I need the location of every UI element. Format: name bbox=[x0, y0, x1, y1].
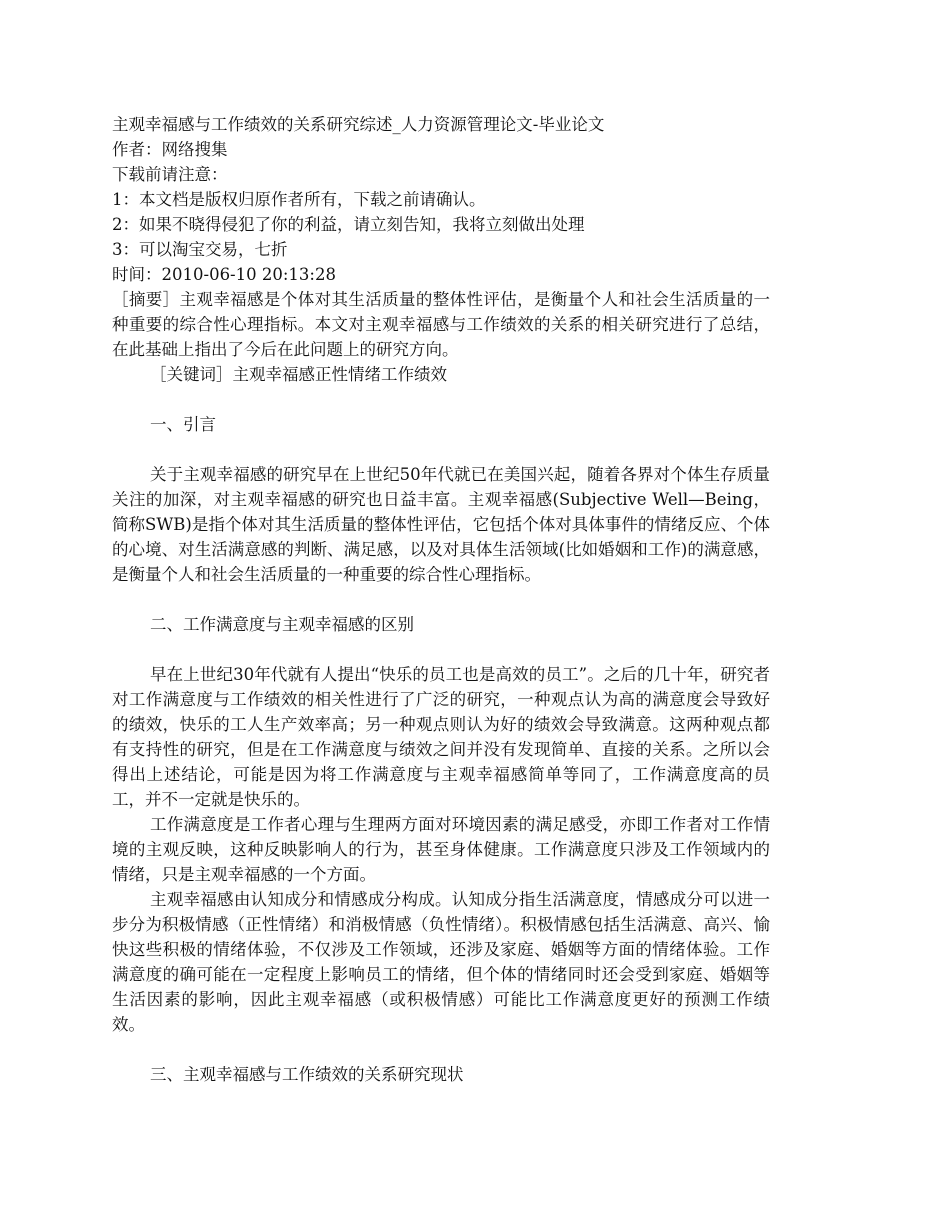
timestamp: 时间：2010-06-10 20:13:28 bbox=[112, 265, 336, 284]
notice-item: 3：可以淘宝交易，七折 bbox=[112, 240, 288, 259]
section-heading: 三、主观幸福感与工作绩效的关系研究现状 bbox=[150, 1065, 464, 1084]
spacer bbox=[112, 1037, 770, 1062]
body-paragraph: 关于主观幸福感的研究早在上世纪50年代就已在美国兴起，随着各界对个体生存质量关注的加深，对主观幸福感的研究也日益丰富。主观幸福感(Subjective Well—Being，简称SWB)是指个体对其生活质量的整体性评估，它包括个体对具体事件的情绪反应、个体的心境、对生活满意感的判断、满足感，以及对具体生活领域(比如婚姻和工作)的满意感，是衡量个人和社会生活质量的一种重要的综合性心理指标。 bbox=[112, 465, 770, 584]
keywords-line: ［关键词］主观幸福感正性情绪工作绩效 bbox=[150, 365, 447, 384]
author-line: 作者：网络搜集 bbox=[112, 140, 228, 159]
notice-heading: 下载前请注意： bbox=[112, 165, 228, 184]
abstract-paragraph: ［摘要］主观幸福感是个体对其生活质量的整体性评估，是衡量个人和社会生活质量的一种重要的综合性心理指标。本文对主观幸福感与工作绩效的关系的相关研究进行了总结，在此基础上指出了今后在此问题上的研究方向。 bbox=[112, 290, 770, 359]
spacer bbox=[112, 587, 770, 612]
document-title: 主观幸福感与工作绩效的关系研究综述_人力资源管理论文-毕业论文 bbox=[112, 115, 605, 134]
notice-item: 2：如果不晓得侵犯了你的利益，请立刻告知，我将立刻做出处理 bbox=[112, 215, 585, 234]
spacer bbox=[112, 637, 770, 662]
notice-item: 1：本文档是版权归原作者所有，下载之前请确认。 bbox=[112, 190, 486, 209]
body-paragraph: 早在上世纪30年代就有人提出“快乐的员工也是高效的员工”。之后的几十年，研究者对工作满意度与工作绩效的相关性进行了广泛的研究，一种观点认为高的满意度会导致好的绩效，快乐的工人生产效率高；另一种观点则认为好的绩效会导致满意。这两种观点都有支持性的研究，但是在工作满意度与绩效之间并没有发现简单、直接的关系。之所以会得出上述结论，可能是因为将工作满意度与主观幸福感简单等同了，工作满意度高的员工，并不一定就是快乐的。 bbox=[112, 665, 770, 809]
section-heading: 一、引言 bbox=[150, 415, 216, 434]
body-paragraph: 工作满意度是工作者心理与生理两方面对环境因素的满足感受，亦即工作者对工作情境的主观反映，这种反映影响人的行为，甚至身体健康。工作满意度只涉及工作领域内的情绪，只是主观幸福感的一个方面。 bbox=[112, 815, 770, 884]
body-paragraph: 主观幸福感由认知成分和情感成分构成。认知成分指生活满意度，情感成分可以进一步分为积极情感（正性情绪）和消极情感（负性情绪）。积极情感包括生活满意、高兴、愉快这些积极的情绪体验，不仅涉及工作领域，还涉及家庭、婚姻等方面的情绪体验。工作满意度的确可能在一定程度上影响员工的情绪，但个体的情绪同时还会受到家庭、婚姻等生活因素的影响，因此主观幸福感（或积极情感）可能比工作满意度更好的预测工作绩效。 bbox=[112, 890, 770, 1034]
spacer bbox=[112, 387, 770, 412]
spacer bbox=[112, 437, 770, 462]
section-heading: 二、工作满意度与主观幸福感的区别 bbox=[150, 615, 414, 634]
document-page bbox=[112, 112, 770, 1087]
